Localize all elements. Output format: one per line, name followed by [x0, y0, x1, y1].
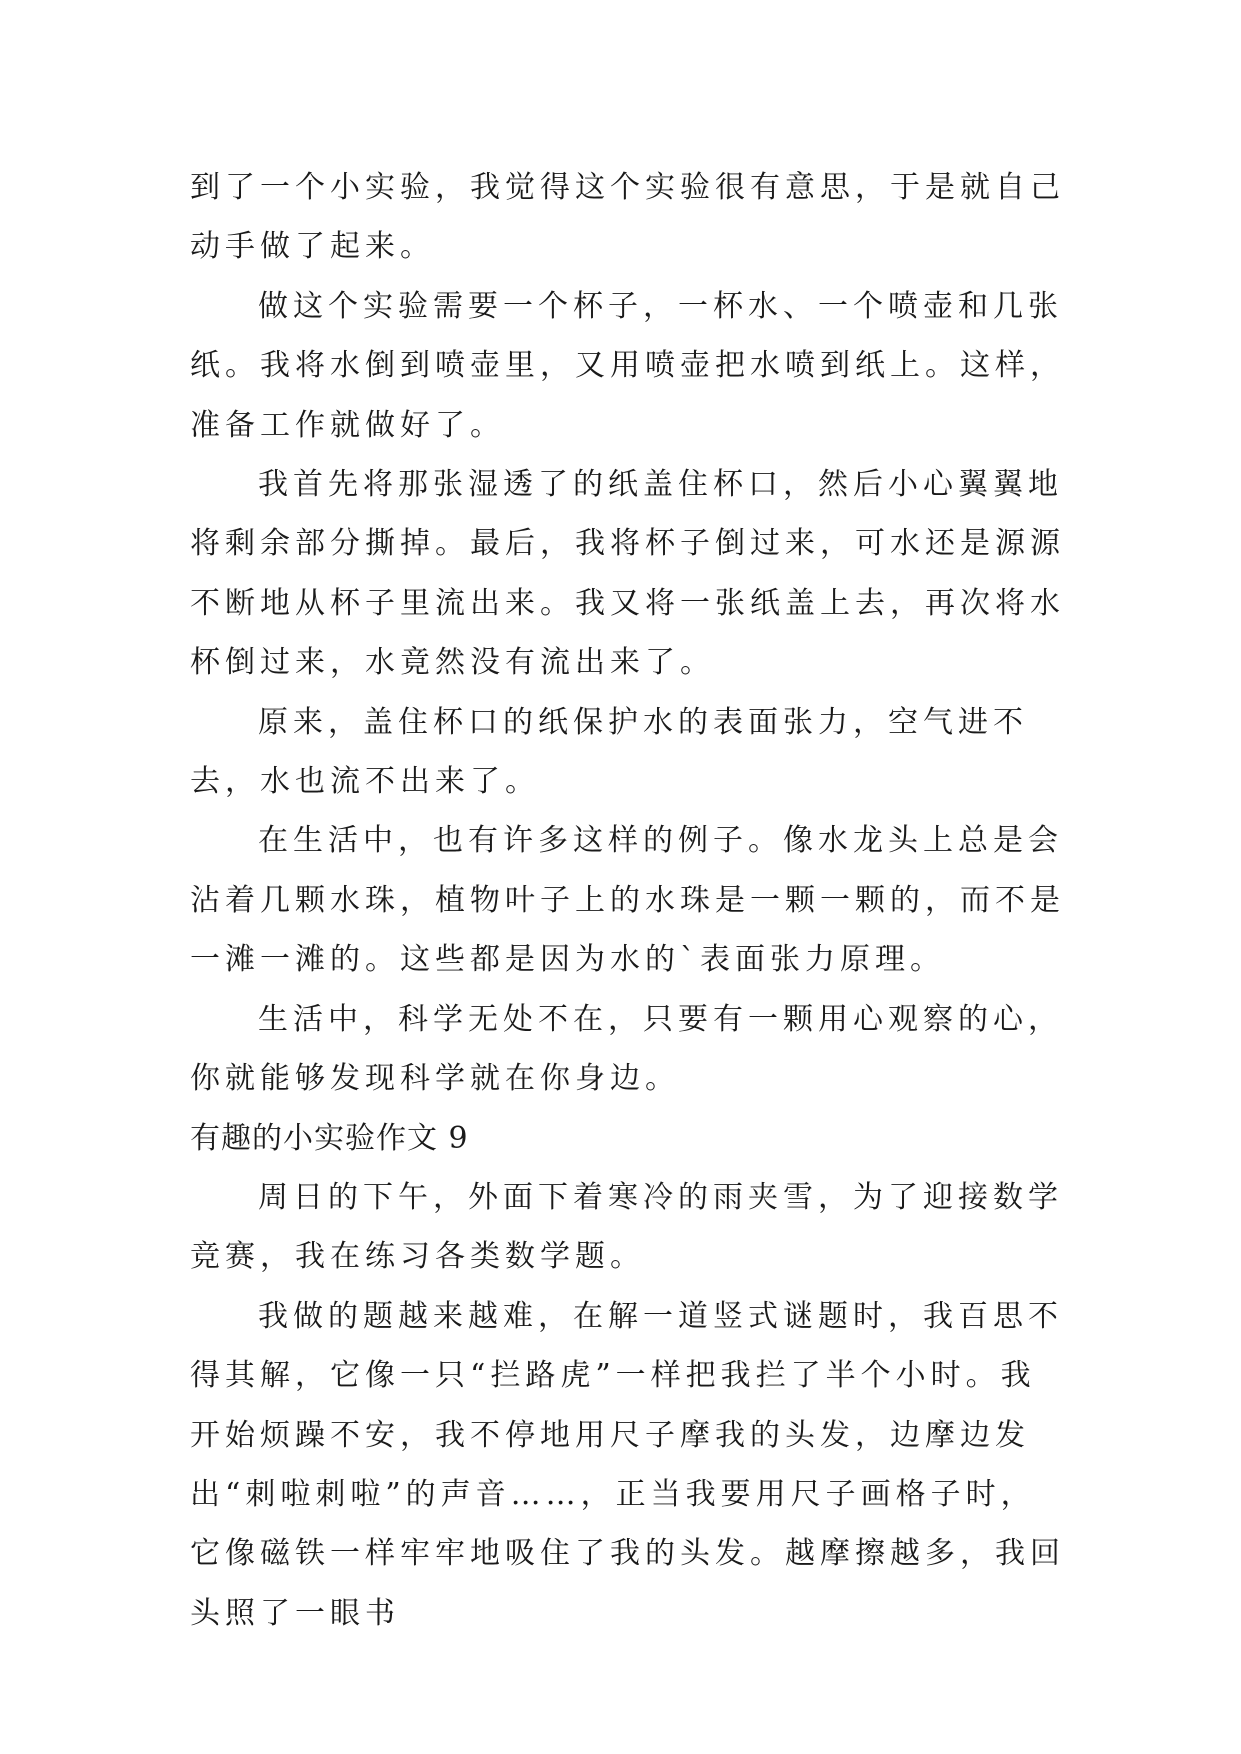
document-body [190, 158, 1070, 1643]
paragraph-hard-problem: 我做的题越来越难，在解一道竖式谜题时，我百思不得其解，它像一只“拦路虎”一样把我拦了半个小时。我开始烦躁不安，我不停地用尺子摩我的头发，边摩边发出“刺啦刺啦”的声音……，正当我要用尺子画格子时，它像磁铁一样牢牢地吸住了我的头发。越摩擦越多，我回头照了一眼书 [190, 1298, 1065, 1631]
paragraph-examples: 在生活中，也有许多这样的例子。像水龙头上总是会沾着几颗水珠，植物叶子上的水珠是一颗一颗的，而不是一滩一滩的。这些都是因为水的`表面张力原理。 [190, 823, 1065, 978]
paragraph-experiment-process: 我首先将那张湿透了的纸盖住杯口，然后小心翼翼地将剩余部分撕掉。最后，我将杯子倒过来，可水还是源源不断地从杯子里流出来。我又将一张纸盖上去，再次将水杯倒过来，水竟然没有流出来了。 [190, 467, 1065, 681]
paragraph-conclusion: 生活中，科学无处不在，只要有一颗用心观察的心，你就能够发现科学就在你身边。 [190, 1001, 1063, 1097]
paragraph-explanation: 原来，盖住杯口的纸保护水的表面张力，空气进不去，水也流不出来了。 [190, 704, 1028, 800]
essay-heading: 有趣的小实验作文 9 [190, 1120, 469, 1156]
paragraph-sunday-afternoon: 周日的下午，外面下着寒冷的雨夹雪，为了迎接数学竞赛，我在练习各类数学题。 [190, 1179, 1063, 1275]
paragraph-experiment-materials: 做这个实验需要一个杯子，一杯水、一个喷壶和几张纸。我将水倒到喷壶里，又用喷壶把水喷到纸上。这样，准备工作就做好了。 [190, 288, 1065, 443]
paragraph-continuation: 到了一个小实验，我觉得这个实验很有意思，于是就自己动手做了起来。 [190, 170, 1065, 265]
